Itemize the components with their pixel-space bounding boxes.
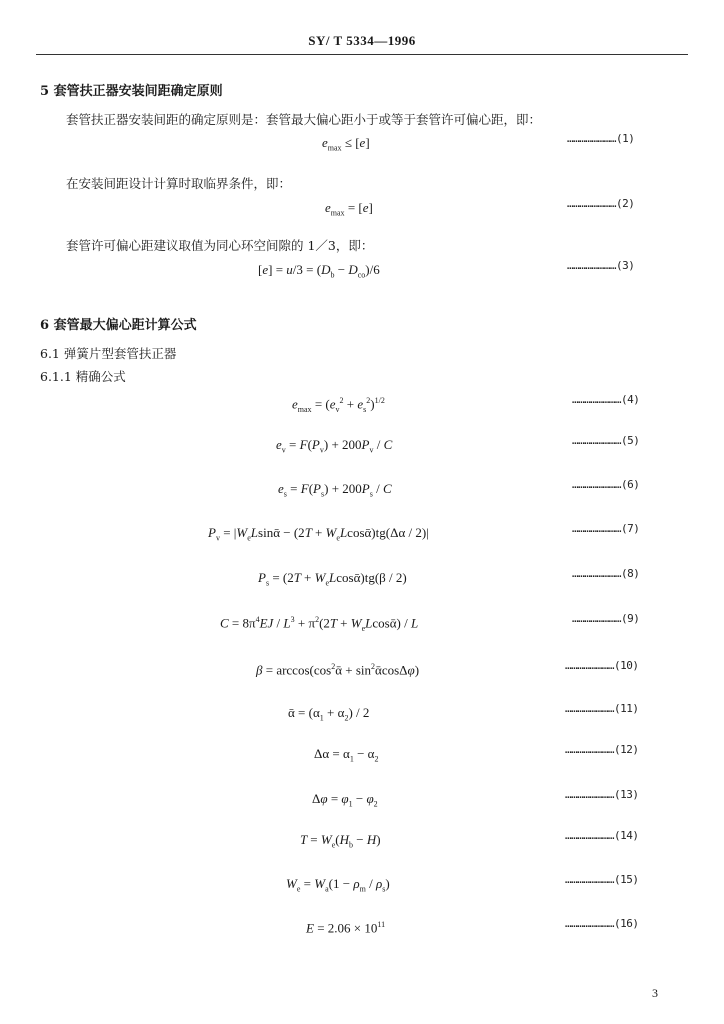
subsection-6-1-1: 6.1.1 精确公式 bbox=[40, 369, 126, 384]
equation-14: $T = W_e(H_b - H)$ bbox=[300, 832, 381, 850]
equation-11: ᾱ = $(\alpha_1 + \alpha_2) / 2$ bbox=[288, 705, 370, 723]
equation-number-8: ……………………(8) bbox=[572, 567, 640, 580]
equation-number-16: ……………………(16) bbox=[565, 917, 639, 930]
equation-1: $e_{max} \le [e]$ bbox=[322, 135, 370, 153]
equation-number-15: ……………………(15) bbox=[565, 873, 639, 886]
equation-7: $P_v$ = $|W_eLsinᾱ - (2T$ + $W_eLcosᾱ)tg(\Delta\alpha / 2)|$ bbox=[208, 525, 429, 543]
equation-2: $e_{max} = [e]$ bbox=[325, 200, 373, 218]
equation-number-13: ……………………(13) bbox=[565, 788, 639, 801]
equation-16: $E = 2.06 \times 10^{11}$ bbox=[306, 920, 386, 936]
equation-number-6: ……………………(6) bbox=[572, 478, 640, 491]
section-6-heading: 6 套管最大偏心距计算公式 bbox=[40, 318, 197, 333]
section-5-paragraph-3: 套管许可偏心距建议取值为同心环空间隙的 1／3，即： bbox=[66, 238, 374, 253]
equation-13: $\Delta\varphi = \varphi_1 - \varphi_2$ bbox=[312, 791, 378, 809]
equation-number-5: ……………………(5) bbox=[572, 434, 640, 447]
equation-6: $e_s = F(P_s) + 200P_s / C$ bbox=[278, 481, 392, 499]
page-header: SY/ T 5334—1996 bbox=[308, 33, 416, 48]
equation-number-12: ……………………(12) bbox=[565, 743, 639, 756]
equation-number-11: ……………………(11) bbox=[565, 702, 639, 715]
equation-8: $P_s = (2T$ + $W_eLcosᾱ)tg(\beta / 2)$ bbox=[258, 570, 407, 588]
equation-5: $e_v = F(P_v) + 200P_v / C$ bbox=[276, 437, 393, 455]
section-5-paragraph-1: 套管扶正器安装间距的确定原则是：套管最大偏心距小于或等于套管许可偏心距，即： bbox=[66, 112, 542, 127]
equation-10: $\beta = \arccos(\cos^2ᾱ$ + $\sin^2ᾱ\cos\Delta\varphi$) bbox=[256, 662, 420, 678]
equation-number-7: ……………………(7) bbox=[572, 522, 640, 535]
equation-number-14: ……………………(14) bbox=[565, 829, 639, 842]
equation-number-10: ……………………(10) bbox=[565, 659, 639, 672]
equation-number-4: ……………………(4) bbox=[572, 393, 640, 406]
equation-3: $[e] = u/3 = (D_b - D_{co})/6$ bbox=[258, 262, 380, 280]
section-5-heading: 5 套管扶正器安装间距确定原则 bbox=[40, 84, 223, 99]
equation-15: $W_e = W_a(1 - \rho_m / \rho_s)$ bbox=[286, 876, 390, 894]
page-number: 3 bbox=[652, 986, 658, 1000]
section-5-paragraph-2: 在安装间距设计计算时取临界条件，即： bbox=[66, 176, 292, 191]
subsection-6-1: 6.1 弹簧片型套管扶正器 bbox=[40, 346, 177, 361]
equation-9: $C = 8\pi^4EJ / L^3 + \pi^2(2T$ + $W_eLcosᾱ$) / L bbox=[220, 615, 419, 633]
equation-number-3: ……………………(3) bbox=[567, 259, 635, 272]
equation-number-2: ……………………(2) bbox=[567, 197, 635, 210]
header-rule bbox=[36, 54, 688, 55]
equation-number-9: ……………………(9) bbox=[572, 612, 640, 625]
equation-12: $\Delta\alpha = \alpha_1 - \alpha_2$ bbox=[314, 746, 379, 764]
equation-number-1: ……………………(1) bbox=[567, 132, 635, 145]
equation-4: $e_{max} = (e_v^2 + e_s^2)^{1/2}$ bbox=[292, 396, 385, 414]
